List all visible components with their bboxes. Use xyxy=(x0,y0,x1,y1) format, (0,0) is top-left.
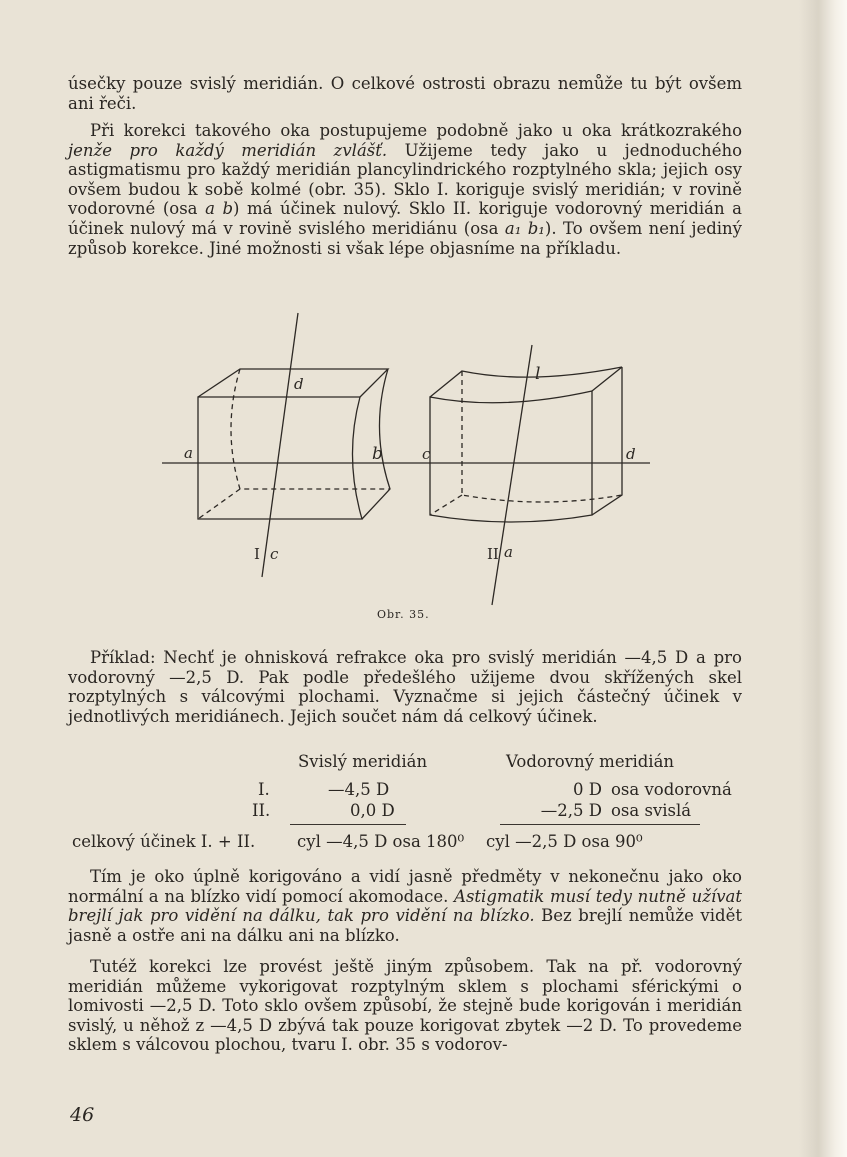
figure-caption: Obr. 35. xyxy=(377,608,430,621)
lens-I-top xyxy=(198,369,388,397)
vertical-axis-I xyxy=(262,313,298,577)
table-row-label: II. xyxy=(252,801,271,820)
paragraph-result xyxy=(68,867,742,945)
text-segment: ) má účinek nulový. Sklo II. koriguje vodorovný meridián a účinek nulový má v rovině svislého meridiánu (osa xyxy=(68,199,743,238)
label-b: b xyxy=(372,444,383,464)
lens-II-front xyxy=(430,391,592,522)
text-segment: Tím je oko úplně korigováno a vidí jasně předměty v nekonečnu jako oko normální a na blízko vidí pomocí akomodace. xyxy=(68,867,742,906)
table-header-horizontal: Vodorovný meridián xyxy=(506,752,675,771)
table-cell-horizontal: 0 D xyxy=(573,780,602,799)
paragraph-intro: úsečky pouze svislý meridián. O celkové ostrosti obrazu nemůže tu být ovšem ani řeči. xyxy=(68,74,742,113)
label-lens-I: I xyxy=(254,545,260,563)
label-l: l xyxy=(535,364,541,384)
text-segment: Užijeme tedy jako u jednoduchého astigmatismu pro každý meridián plancylindrického rozptylného skla; jejich osy ovšem budou k sobě kolmé (obr. 35). Sklo I. koriguje svislý meridián; v rovině vodorovné (osa xyxy=(68,140,743,219)
label-a: a xyxy=(184,444,193,462)
label-c: c xyxy=(270,545,279,563)
vertical-axis-II xyxy=(492,345,532,605)
table-sum-rule xyxy=(290,824,406,825)
axis-label-a1b1: a₁ b₁ xyxy=(504,218,545,238)
table-header-vertical: Svislý meridián xyxy=(298,752,428,771)
table-row-label: I. xyxy=(258,780,270,799)
page-number: 46 xyxy=(70,1104,95,1126)
table-cell-note: osa svislá xyxy=(611,801,692,820)
label-lens-II: II xyxy=(487,545,499,563)
table-total-vertical: cyl —4,5 D osa 180⁰ xyxy=(297,832,465,851)
lens-I-hidden-edges xyxy=(231,369,390,489)
paragraph-example: Příklad: Nechť je ohnisková refrakce oka pro svislý meridián —4,5 D a pro vodorovný —2,5 D. Pak podle předešlého užijeme dvou skřížených skel rozptylných s válcovými plochami. Vyznačme si jejich částečný účinek v jednotlivých meridiánech. Jejich součet nám dá celkový účinek. xyxy=(68,648,742,726)
table-cell-vertical: 0,0 D xyxy=(350,801,395,820)
figure-35 xyxy=(150,305,670,610)
axis-label-ab: a b xyxy=(205,199,234,219)
italic-emphasis: jenže pro každý meridián zvlášť. xyxy=(68,140,388,160)
text-segment: ). To ovšem není jediný způsob korekce. Jiné možnosti si však lépe objasníme na příkladu. xyxy=(68,218,743,258)
lens-I-drawing xyxy=(198,313,390,577)
label-a1: a xyxy=(504,543,513,561)
lens-II-drawing xyxy=(430,345,622,605)
paragraph-correction xyxy=(68,121,742,258)
table-sum-rule xyxy=(500,824,700,825)
paragraph-alternative: Tutéž korekci lze provést ještě jiným způsobem. Tak na př. vodorovný meridián můžeme vykorigovat rozptylným sklem s plochami sférickými o lomivosti —2,5 D. Toto sklo ovšem způsobí, že stejně bude korigován i meridián svislý, u něhož z —4,5 D zbývá tak pouze korigovat zbytek —2 D. To provedeme sklem s válcovou plochou, tvaru I. obr. 35 s vodorov- xyxy=(68,957,742,1055)
label-d: d xyxy=(294,375,304,393)
label-d1: d xyxy=(626,445,636,463)
label-c1: c xyxy=(422,445,431,463)
table-cell-horizontal: —2,5 D xyxy=(540,801,602,820)
text-segment: Při korekci takového oka postupujeme podobně jako u oka krátkozrakého xyxy=(90,121,742,140)
table-total-horizontal: cyl —2,5 D osa 90⁰ xyxy=(486,832,643,851)
page-edge-shadow xyxy=(799,0,847,1157)
lens-II-side xyxy=(592,367,622,515)
text-segment: Bez brejlí nemůže vidět jasně a ostře ani na dálku ani na blízko. xyxy=(68,906,742,945)
italic-emphasis: Astigmatik musí tedy nutně užívat brejlí jak pro vidění na dálku, tak pro vidění na blízko. xyxy=(68,886,743,926)
table-total-label: celkový účinek I. + II. xyxy=(72,832,256,851)
table-cell-note: osa vodorovná xyxy=(611,780,732,799)
table-cell-vertical: —4,5 D xyxy=(328,780,390,799)
lens-II-hidden-edges xyxy=(462,371,622,502)
